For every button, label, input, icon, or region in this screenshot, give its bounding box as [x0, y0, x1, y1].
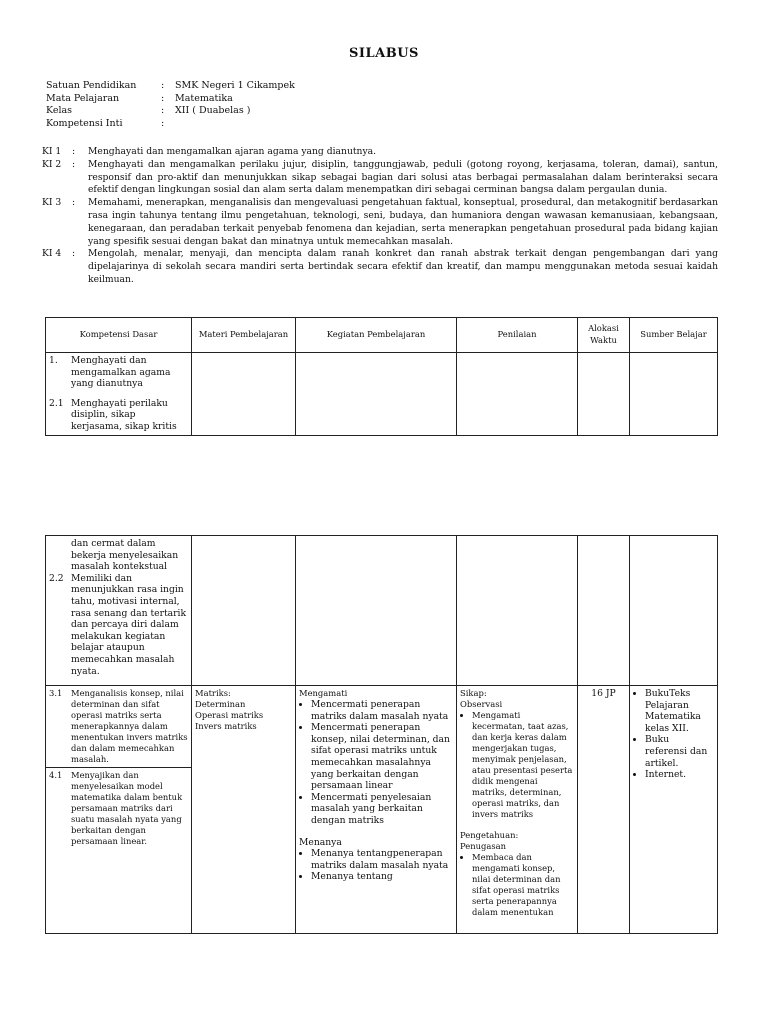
menanya-list — [299, 848, 453, 883]
kd-item — [49, 355, 188, 390]
identity-label: Mata Pelajaran — [46, 92, 120, 104]
identity-row — [46, 80, 295, 93]
ki-label: KI 4 — [42, 248, 62, 260]
penugasan-list — [460, 852, 574, 918]
sumber-cell — [630, 686, 718, 934]
penilaian-cell — [457, 686, 578, 934]
sikap-heading: Sikap: — [460, 688, 487, 698]
identity-row — [46, 93, 295, 106]
kd-number: 3.1 — [49, 688, 63, 698]
identity-value: SMK Negeri 1 Cikampek — [175, 80, 295, 91]
identity-separator: : — [161, 80, 165, 91]
kd-continuation: dan cermat dalam bekerja menyelesaikan masalah kontekstual — [71, 538, 179, 573]
alokasi-cell — [578, 353, 630, 436]
ki-item — [42, 146, 718, 159]
kd-item — [49, 688, 188, 765]
materi-item: Invers matriks — [195, 721, 257, 731]
kd-item — [49, 573, 188, 677]
list-item: • Menanya tentang — [311, 871, 453, 883]
list-item: • Mengamati kecermatan, taat azas, dan kerja keras dalam mengerjakan tugas, menyimak penjelasan, atau presentasi peserta didik mengenai matriks, determinan, operasi matriks, dan invers matriks — [472, 710, 574, 820]
kegiatan-cell — [296, 686, 457, 934]
ki-separator: : — [72, 248, 76, 260]
kd-text: Menyajikan dan menyelesaikan model matematika dalam bentuk persamaan matriks dari suatu masalah nyata yang berkaitan dengan persamaan linear. — [71, 770, 183, 846]
penilaian-cell — [457, 353, 578, 436]
list-item: • Mencermati penerapan konsep, nilai determinan, dan sifat operasi matriks untuk memecahkan masalahnya yang berkaitan dengan persamaan linear — [311, 722, 453, 792]
ki-item — [42, 159, 718, 197]
kd-text: Menghayati perilaku disiplin, sikap kerjasama, sikap kritis — [71, 397, 177, 432]
table-row — [46, 536, 718, 686]
materi-cell — [192, 353, 296, 436]
header-kegiatan: Kegiatan Pembelajaran — [296, 318, 457, 353]
identity-row — [46, 118, 295, 131]
kd-number: 2.1 — [49, 397, 64, 409]
list-item: • Mencermati penerapan matriks dalam masalah nyata — [311, 699, 453, 722]
ki-item — [42, 248, 718, 286]
list-item: • Internet. — [645, 769, 714, 781]
kd-number: 4.1 — [49, 770, 63, 780]
identity-block — [46, 80, 295, 130]
kd-item — [49, 398, 188, 433]
materi-heading: Matriks: — [195, 688, 231, 698]
kd-item — [49, 770, 188, 847]
menanya-heading: Menanya — [299, 836, 342, 848]
sumber-cell — [630, 353, 718, 436]
table-row — [46, 686, 718, 768]
kd-cell — [46, 768, 192, 934]
kompetensi-inti-list — [42, 146, 718, 287]
ki-text: Menghayati dan mengamalkan perilaku jujur, disiplin, tanggungjawab, peduli (gotong royong, kerjasama, toleran, damai), santun, responsif dan pro-aktif dan menunjukkan sikap sebagai bagian dari solusi atas berbagai permasalahan dalam berinteraksi secara efektif dengan lingkungan sosial dan alam serta dalam menempatkan diri sebagai cerminan bangsa dalam pergaulan dunia. — [88, 158, 718, 196]
header-kompetensi-dasar: Kompetensi Dasar — [46, 318, 192, 353]
kd-number: 2.2 — [49, 572, 64, 584]
kd-cell — [46, 536, 192, 686]
ki-separator: : — [72, 146, 76, 157]
list-item: • BukuTeks Pelajaran Matematika kelas XII. — [645, 688, 714, 734]
header-sumber: Sumber Belajar — [630, 318, 718, 353]
identity-separator: : — [161, 105, 165, 116]
identity-value: XII ( Duabelas ) — [175, 105, 251, 116]
ki-separator: : — [72, 158, 76, 170]
header-penilaian: Penilaian — [457, 318, 578, 353]
syllabus-table-page2 — [45, 535, 718, 934]
observasi-heading: Observasi — [460, 699, 503, 709]
kegiatan-cell — [296, 536, 457, 686]
materi-cell — [192, 536, 296, 686]
ki-text: Mengolah, menalar, menyaji, dan mencipta dalam ranah konkret dan ranah abstrak terkait dengan pengembangan dari yang dipelajarinya di sekolah secara mandiri serta bertindak secara efektif dan kreatif, dan mampu menggunakan metoda sesuai kaidah keilmuan. — [88, 248, 718, 285]
penilaian-cell — [457, 536, 578, 686]
alokasi-cell — [578, 536, 630, 686]
mengamati-list — [299, 699, 453, 827]
table-row — [46, 353, 718, 436]
ki-separator: : — [72, 197, 76, 209]
list-item: • Membaca dan mengamati konsep, nilai determinan dan sifat operasi matriks serta penerapannya dalam menentukan — [472, 852, 574, 918]
identity-separator: : — [161, 117, 165, 129]
ki-label: KI 1 — [42, 146, 62, 157]
identity-row — [46, 105, 295, 118]
kd-text: Menghayati dan mengamalkan agama yang dianutnya — [71, 355, 171, 390]
identity-label: Kelas — [46, 105, 73, 116]
kd-number: 1. — [49, 355, 58, 366]
kd-text: Memiliki dan menunjukkan rasa ingin tahu, motivasi internal, rasa senang dan tertarik dan percaya diri dalam melakukan kegiatan belajar ataupun memecahkan masalah nyata. — [71, 572, 187, 677]
mengamati-heading: Mengamati — [299, 688, 348, 698]
alokasi-value: 16 JP — [591, 688, 616, 699]
sumber-cell — [630, 536, 718, 686]
ki-label: KI 3 — [42, 197, 62, 209]
kd-cell — [46, 353, 192, 436]
ki-item — [42, 197, 718, 248]
penugasan-heading: Penugasan — [460, 841, 507, 851]
pengetahuan-heading: Pengetahuan: — [460, 830, 519, 840]
identity-value: Matematika — [175, 92, 233, 104]
kd-cell — [46, 686, 192, 768]
kd-text: Menganalisis konsep, nilai determinan dan sifat operasi matriks serta menerapkannya dalam menentukan invers matriks dan dalam memecahkan masalah. — [71, 688, 188, 764]
ki-text: Memahami, menerapkan, menganalisis dan mengevaluasi pengetahuan faktual, konseptual, prosedural, dan metakognitif berdasarkan rasa ingin tahunya tentang ilmu pengetahuan, teknologi, seni, budaya, dan humaniora dengan wawasan kemanusiaan, kebangsaan, kenegaraan, dan peradaban terkait penyebab fenomena dan kejadian, serta menerapkan pengetahuan prosedural pada bidang kajian yang spesifik sesuai dengan bakat dan minatnya untuk memecahkan masalah. — [88, 197, 718, 247]
list-item: • Buku referensi dan artikel. — [645, 734, 714, 769]
document-title: SILABUS — [349, 46, 419, 61]
identity-label: Kompetensi Inti — [46, 117, 123, 129]
identity-label: Satuan Pendidikan — [46, 80, 137, 91]
table-header-row — [46, 318, 718, 353]
list-item: • Menanya tentangpenerapan matriks dalam masalah nyata — [311, 848, 453, 871]
observasi-list — [460, 710, 574, 820]
materi-cell — [192, 686, 296, 934]
materi-item: Determinan — [195, 699, 246, 709]
identity-separator: : — [161, 92, 165, 104]
header-materi: Materi Pembelajaran — [192, 318, 296, 353]
ki-label: KI 2 — [42, 158, 62, 170]
kegiatan-cell — [296, 353, 457, 436]
alokasi-cell — [578, 686, 630, 934]
materi-item: Operasi matriks — [195, 710, 264, 720]
ki-text: Menghayati dan mengamalkan ajaran agama yang dianutnya. — [88, 146, 377, 157]
syllabus-table-page1 — [45, 317, 718, 436]
sumber-list — [633, 688, 714, 781]
header-alokasi: Alokasi Waktu — [578, 318, 630, 353]
list-item: • Mencermati penyelesaian masalah yang berkaitan dengan matriks — [311, 792, 453, 827]
